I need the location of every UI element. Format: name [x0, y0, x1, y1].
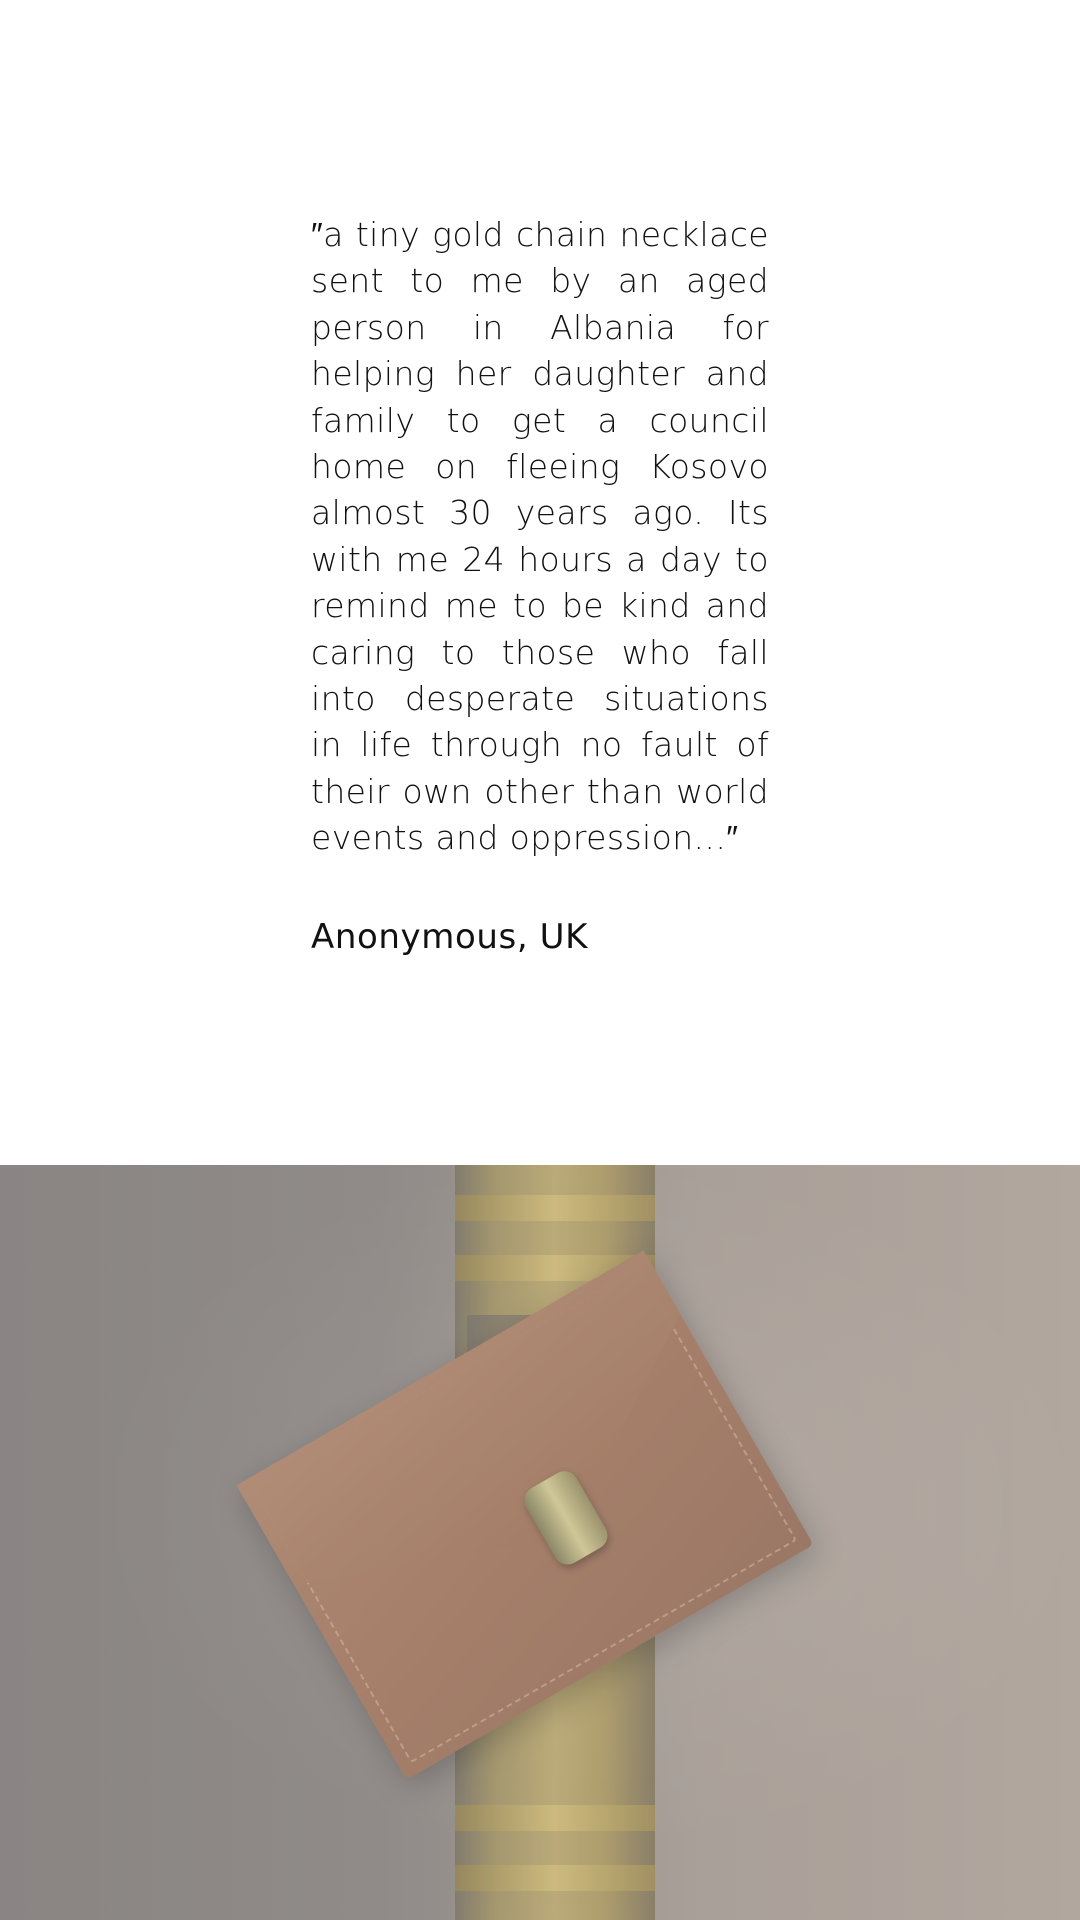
testimonial-quote: ″a tiny gold chain necklace sent to me by an aged person in Albania for helping her daughter and family to get a council home on fleeing Kosovo almost 30 years ago. Its with me 24 hours a day to remind me to be kind and caring to those who fall into desperate situations in life through no fault of their own other than world events and oppression...″	[311, 215, 769, 858]
photo-wash-overlay	[0, 1165, 1080, 1920]
testimonial-block	[311, 212, 769, 960]
wallet-photo	[0, 1165, 1080, 1920]
testimonial-attribution: Anonymous, UK	[311, 916, 589, 957]
